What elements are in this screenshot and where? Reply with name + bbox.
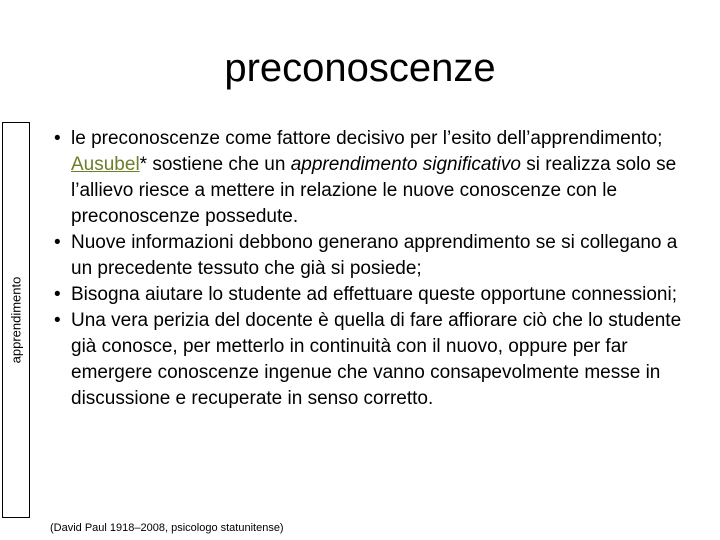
bullet-1-emphasis: apprendimento significativo bbox=[290, 154, 521, 175]
bullet-icon: • bbox=[54, 128, 61, 149]
bullet-1-text-middle: * sostiene che un bbox=[139, 154, 291, 175]
side-label: apprendimento bbox=[8, 276, 24, 364]
bullet-1-text-start: le preconoscenze come fattore decisivo per l’esito dell’apprendimento; bbox=[71, 128, 663, 149]
bullet-item-2 bbox=[50, 230, 690, 282]
bullet-list bbox=[50, 126, 690, 412]
ausubel-link[interactable]: Ausubel bbox=[71, 154, 140, 175]
bullet-3-text: Bisogna aiutare lo studente ad effettuare queste opportune connessioni; bbox=[71, 284, 677, 305]
bullet-icon: • bbox=[54, 232, 61, 253]
bullet-icon: • bbox=[54, 284, 61, 305]
bullet-item-3 bbox=[50, 282, 690, 308]
footnote: (David Paul 1918–2008, psicologo statunitense) bbox=[50, 522, 284, 534]
bullet-item-1 bbox=[50, 126, 690, 230]
slide-title: preconoscenze bbox=[224, 46, 496, 90]
bullet-4-text: Una vera perizia del docente è quella di fare affiorare ciò che lo studente già conosce, per metterlo in continuità con il nuovo, oppure per far emergere conoscenze ingenue che vanno consapevolmente messe in discussione e recuperate in senso corretto. bbox=[71, 310, 682, 409]
side-label-box bbox=[2, 122, 30, 518]
bullet-icon: • bbox=[54, 310, 61, 331]
bullet-item-4 bbox=[50, 308, 690, 412]
bullet-1-text-end: si realizza solo se l’allievo riesce a mettere in relazione le nuove conoscenze con le preconoscenze possedute. bbox=[71, 154, 677, 227]
bullet-2-text: Nuove informazioni debbono generano apprendimento se si collegano a un precedente tessuto che già si posiede; bbox=[71, 232, 678, 279]
